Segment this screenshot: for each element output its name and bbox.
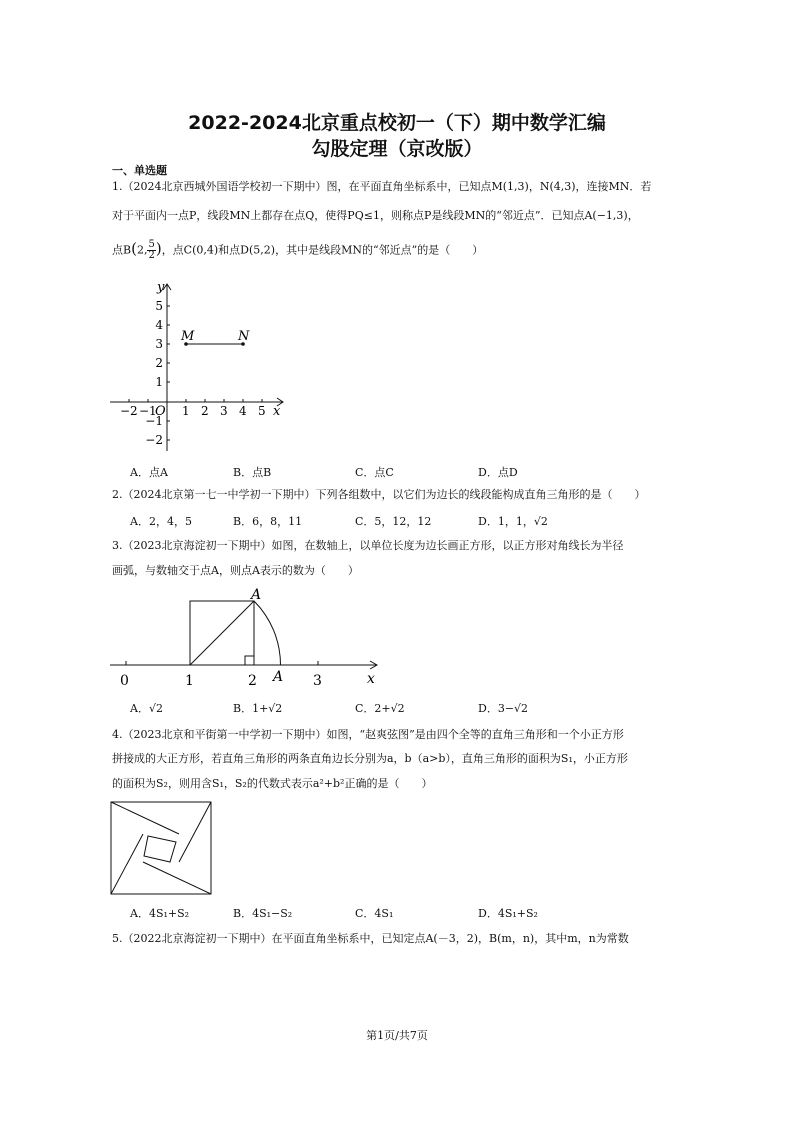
q3-right-angle-mark [245, 656, 254, 665]
svg-text:5: 5 [258, 404, 266, 418]
q1-option-d[interactable]: D．点D [478, 466, 518, 479]
q4-triangle-line [179, 802, 211, 862]
q3-label-2: 2 [248, 673, 257, 689]
svg-text:1: 1 [182, 404, 190, 418]
q4-option-d[interactable]: D．4S₁+S₂ [478, 907, 538, 920]
q1-label-n: N [238, 329, 250, 344]
q4-line3: 的面积为S₂，则用含S₁，S₂的代数式表示a²+b²正确的是（ ） [112, 777, 433, 790]
svg-text:5: 5 [155, 299, 163, 313]
q4-triangle-line [111, 834, 143, 894]
document-title-line2: 勾股定理（京改版） [311, 138, 483, 160]
document-title-line1: 2022-2024北京重点校初一（下）期中数学汇编 [188, 112, 606, 134]
q1-y-tick-labels [145, 299, 163, 447]
q3-option-b[interactable]: B．1+√2 [233, 702, 283, 715]
svg-text:−2: −2 [120, 404, 138, 418]
svg-text:−2: −2 [145, 433, 163, 447]
svg-text:2: 2 [201, 404, 209, 418]
q1-coordinate-figure [105, 276, 295, 456]
page-footer: 第1页/共7页 [366, 1029, 428, 1042]
q3-label-x: x [367, 671, 375, 687]
q1-label-x: x [273, 404, 281, 419]
q1-line1: 1.（2024北京西城外国语学校初一下期中）图，在平面直角坐标系中，已知点M(1,3)，N(4,3)，连接MN．若 [112, 180, 652, 193]
q1-label-y: y [157, 280, 165, 295]
q4-option-b[interactable]: B．4S₁−S₂ [233, 907, 293, 920]
q3-label-0: 0 [120, 673, 129, 689]
q3-option-d[interactable]: D．3−√2 [478, 702, 529, 715]
q3-label-a-axis: A [273, 669, 284, 685]
q2-option-d[interactable]: D．1，1，√2 [478, 515, 548, 528]
q1-line3-rest: ，点C(0,4)和点D(5,2)，其中是线段MN的“邻近点”的是（ ） [161, 243, 484, 257]
q3-label-a-top: A [251, 587, 262, 603]
q3-line2: 画弧，与数轴交于点A，则点A表示的数为（ ） [112, 564, 359, 577]
section-title: 一、单选题 [112, 164, 167, 177]
q1-label-origin: O [155, 404, 166, 419]
q2-option-c[interactable]: C．5，12，12 [355, 515, 432, 528]
q1-fraction-denominator: 2 [148, 250, 155, 261]
q3-arc [254, 601, 281, 665]
q1-point-b-x: 2 [136, 243, 144, 257]
svg-text:4: 4 [239, 404, 247, 418]
q3-label-3: 3 [313, 673, 322, 689]
svg-text:4: 4 [155, 318, 163, 332]
q1-label-m: M [181, 329, 195, 344]
q1-line3: 点B(2, $\frac{5}{2}$ )，点C(0,4)和点D(5,2)，其中是线段MN的“邻近点”的是（ ） [112, 239, 484, 261]
q1-option-c[interactable]: C．点C [355, 466, 394, 479]
q1-option-b[interactable]: B．点B [233, 466, 272, 479]
q2-option-a[interactable]: A．2，4，5 [130, 515, 192, 528]
q3-label-1: 1 [185, 673, 194, 689]
q4-line1: 4.（2023北京和平街第一中学初一下期中）如图，“赵爽弦图”是由四个全等的直角三角形和一个小正方形 [112, 728, 624, 741]
q3-option-c[interactable]: C．2+√2 [355, 702, 405, 715]
q4-zhao-shuang-figure [109, 800, 213, 896]
q5-line1: 5.（2022北京海淀初一下期中）在平面直角坐标系中，已知定点A(－3，2)，B(m，n)，其中m，n为常数 [112, 932, 629, 945]
q1-point-b-label: 点B [112, 243, 132, 257]
svg-text:−1: −1 [145, 414, 163, 428]
q4-outer-square [111, 802, 211, 894]
q1-x-tick-labels [120, 404, 266, 418]
q3-option-a[interactable]: A．√2 [130, 702, 163, 715]
q3-line1: 3.（2023北京海淀初一下期中）如图，在数轴上，以单位长度为边长画正方形，以正方形对角线长为半径 [112, 539, 624, 552]
q1-line2: 对于平面内一点P，线段MN上都存在点Q，使得PQ≤1，则称点P是线段MN的“邻近点”．已知点A(−1,3)， [112, 209, 639, 222]
svg-text:1: 1 [155, 375, 163, 389]
svg-text:−1: −1 [139, 404, 157, 418]
q3-tick-marks [126, 661, 318, 665]
q4-triangle-line [111, 802, 179, 834]
q3-number-line-figure [105, 585, 385, 690]
q4-triangle-line [143, 862, 211, 894]
svg-text:2: 2 [155, 356, 163, 370]
q1-option-a[interactable]: A．点A [130, 466, 168, 479]
q1-fraction-numerator: 5 [148, 239, 155, 250]
svg-text:3: 3 [220, 404, 228, 418]
q4-option-a[interactable]: A．4S₁+S₂ [130, 907, 190, 920]
q3-square-diagonal [190, 601, 254, 665]
q1-point-b-fraction [147, 240, 155, 261]
svg-text:3: 3 [155, 337, 163, 351]
q2-option-b[interactable]: B．6，8，11 [233, 515, 303, 528]
q4-option-c[interactable]: C．4S₁ [355, 907, 394, 920]
q4-line2: 拼接成的大正方形，若直角三角形的两条直角边长分别为a，b（a>b），直角三角形的面积为S₁，小正方形 [112, 752, 628, 765]
q2-line1: 2.（2024北京第一七一中学初一下期中）下列各组数中，以它们为边长的线段能构成直角三角形的是（ ） [112, 488, 646, 501]
q4-inner-square-shape [144, 836, 176, 862]
